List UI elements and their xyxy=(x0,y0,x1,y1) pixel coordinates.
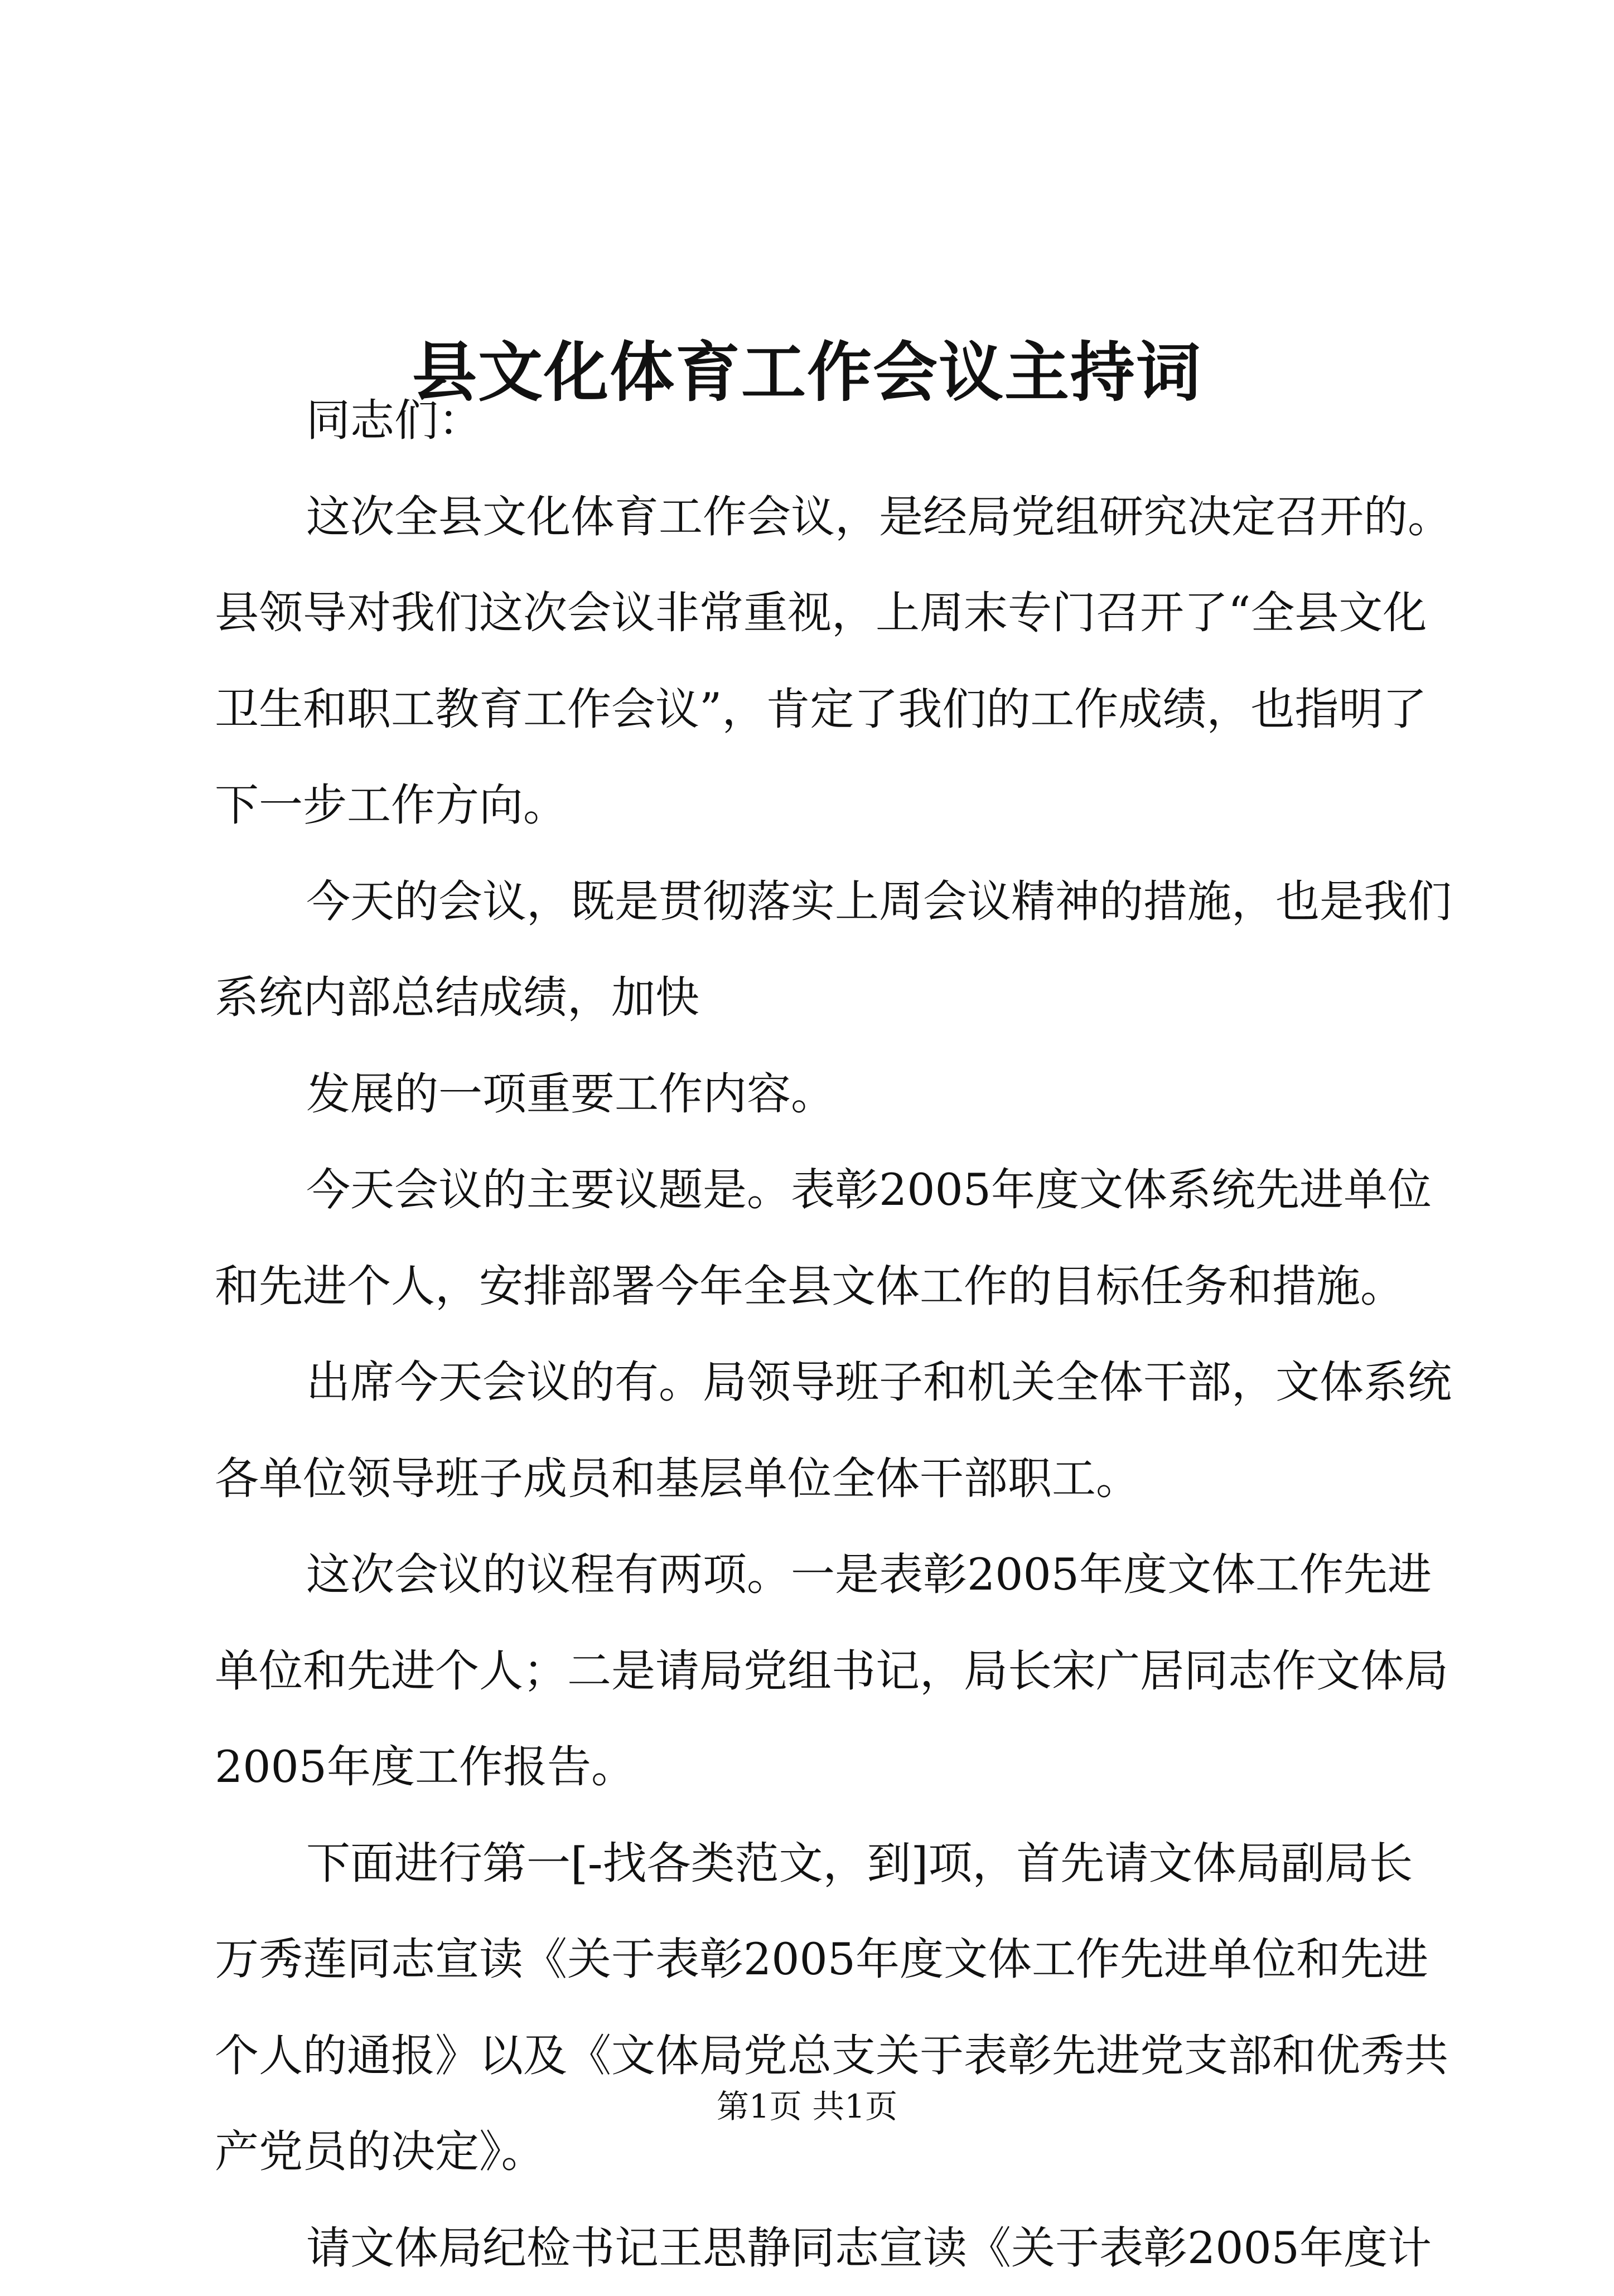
paragraph xyxy=(215,1527,1497,1815)
text-line: 出席今天会议的有。局领导班子和机关全体干部，文体系统 xyxy=(215,1334,1497,1431)
text-line: 今天会议的主要议题是。表彰2005年度文体系统先进单位 xyxy=(215,1142,1497,1238)
paragraph xyxy=(215,469,1497,854)
page-number: 第1页 共1页 xyxy=(0,2081,1614,2132)
paragraph xyxy=(215,1046,1497,1142)
text-line: 个人的通报》以及《文体局党总支关于表彰先进党支部和优秀共 xyxy=(215,2008,1497,2104)
text-line: 发展的一项重要工作内容。 xyxy=(215,1046,1497,1142)
text-line: 产党员的决定》。 xyxy=(215,2104,1497,2200)
text-line: 县领导对我们这次会议非常重视，上周末专门召开了“全县文化 xyxy=(215,565,1497,661)
text-line: 同志们： xyxy=(215,372,1497,469)
text-line: 和先进个人，安排部署今年全县文体工作的目标任务和措施。 xyxy=(215,1238,1497,1335)
paragraph xyxy=(215,854,1497,1046)
text-line: 这次会议的议程有两项。一是表彰2005年度文体工作先进 xyxy=(215,1527,1497,1623)
paragraph xyxy=(215,1334,1497,1527)
text-line: 今天的会议，既是贯彻落实上周会议精神的措施，也是我们 xyxy=(215,854,1497,950)
document-body xyxy=(215,372,1497,2296)
text-line: 卫生和职工教育工作会议”，肯定了我们的工作成绩，也指明了 xyxy=(215,661,1497,758)
paragraph xyxy=(215,2200,1497,2296)
text-line: 单位和先进个人；二是请局党组书记，局长宋广居同志作文体局 xyxy=(215,1623,1497,1719)
text-line: 请文体局纪检书记王思静同志宣读《关于表彰2005年度计 xyxy=(215,2200,1497,2296)
paragraph xyxy=(215,1142,1497,1334)
text-line: 下面进行第一[-找各类范文，到]项，首先请文体局副局长 xyxy=(215,1815,1497,1912)
paragraph xyxy=(215,1815,1497,2200)
text-line: 万秀莲同志宣读《关于表彰2005年度文体工作先进单位和先进 xyxy=(215,1911,1497,2008)
text-line: 下一步工作方向。 xyxy=(215,757,1497,854)
text-line: 各单位领导班子成员和基层单位全体干部职工。 xyxy=(215,1431,1497,1527)
document-title: 县文化体育工作会议主持词 xyxy=(0,322,1614,423)
paragraph xyxy=(215,372,1497,469)
text-line: 这次全县文化体育工作会议，是经局党组研究决定召开的。 xyxy=(215,469,1497,565)
text-line: 2005年度工作报告。 xyxy=(215,1719,1497,1815)
text-line: 系统内部总结成绩，加快 xyxy=(215,950,1497,1046)
